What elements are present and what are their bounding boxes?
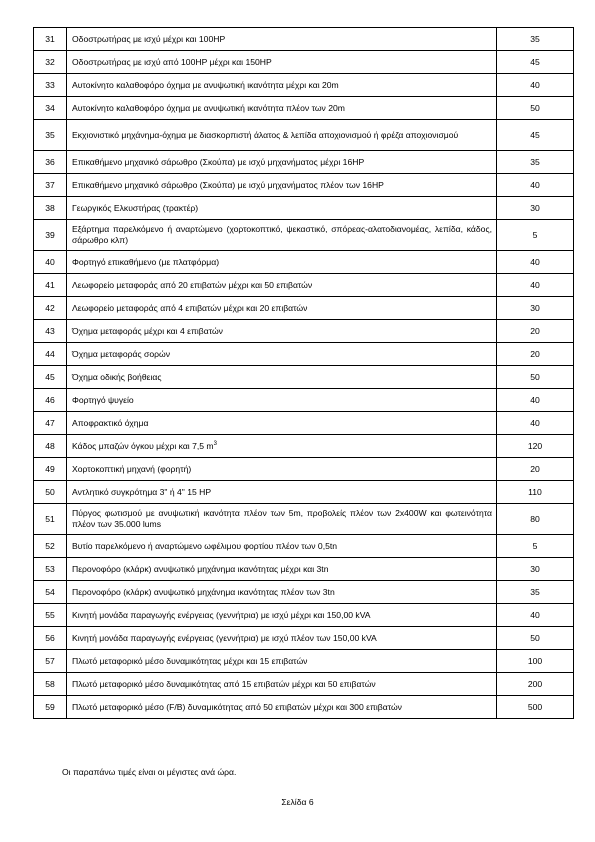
row-description — [67, 435, 497, 458]
row-description-text: Εκχιονιστικό μηχάνημα-όχημα με διασκορπιστή άλατος & λεπίδα αποχιονισμού ή φρέζα αποχιονισμού — [72, 129, 459, 140]
row-number: 48 — [34, 435, 67, 458]
row-description — [67, 504, 497, 535]
row-description — [67, 343, 497, 366]
row-description — [67, 120, 497, 151]
row-value: 40 — [497, 389, 574, 412]
row-value: 45 — [497, 120, 574, 151]
row-description — [67, 197, 497, 220]
row-value: 200 — [497, 673, 574, 696]
table-row — [34, 581, 574, 604]
row-description-text: Κάδος μπαζών όγκου μέχρι και 7,5 m — [72, 440, 214, 451]
row-description-text: Αυτοκίνητο καλαθοφόρο όχημα με ανυψωτική ικανότητα πλέον των 20m — [72, 102, 345, 113]
table-row — [34, 197, 574, 220]
row-number: 35 — [34, 120, 67, 151]
row-description-text: Περονοφόρο (κλάρκ) ανυψωτικό μηχάνημα ικανότητας μέχρι και 3tn — [72, 563, 329, 574]
row-description-text: Πύργος φωτισμού με ανυψωτική ικανότητα πλέον των 5m, προβολείς πλέον των 2x400W και φωτεινότητα πλέον των 35.000 lums — [72, 508, 492, 529]
row-value: 80 — [497, 504, 574, 535]
row-value: 35 — [497, 581, 574, 604]
row-number: 59 — [34, 696, 67, 719]
row-number: 32 — [34, 51, 67, 74]
row-description-text: Κινητή μονάδα παραγωγής ενέργειας (γεννήτρια) με ισχύ μέχρι και 150,00 kVA — [72, 609, 371, 620]
row-description-text: Βυτίο παρελκόμενο ή αναρτώμενο ωφέλιμου φορτίου πλέον των 0,5tn — [72, 540, 338, 551]
row-number: 39 — [34, 220, 67, 251]
row-number: 52 — [34, 535, 67, 558]
row-description-text: Πλωτό μεταφορικό μέσο (F/B) δυναμικότητας από 50 επιβατών μέχρι και 300 επιβατών — [72, 701, 402, 712]
row-description — [67, 558, 497, 581]
row-value: 30 — [497, 558, 574, 581]
table-row — [34, 558, 574, 581]
row-number: 34 — [34, 97, 67, 120]
row-description — [67, 251, 497, 274]
row-number: 45 — [34, 366, 67, 389]
row-value: 40 — [497, 412, 574, 435]
row-number: 41 — [34, 274, 67, 297]
row-description — [67, 320, 497, 343]
row-number: 43 — [34, 320, 67, 343]
row-description — [67, 604, 497, 627]
row-value: 5 — [497, 220, 574, 251]
table-row — [34, 504, 574, 535]
row-number: 42 — [34, 297, 67, 320]
row-value: 40 — [497, 174, 574, 197]
row-description — [67, 389, 497, 412]
table-row — [34, 74, 574, 97]
row-description — [67, 650, 497, 673]
row-description-text: Αυτοκίνητο καλαθοφόρο όχημα με ανυψωτική ικανότητα μέχρι και 20m — [72, 79, 339, 90]
row-number: 40 — [34, 251, 67, 274]
row-description-text: Χορτοκοπτική μηχανή (φορητή) — [72, 463, 192, 474]
row-description — [67, 412, 497, 435]
row-value: 35 — [497, 28, 574, 51]
table-row — [34, 535, 574, 558]
row-value: 50 — [497, 97, 574, 120]
row-description — [67, 28, 497, 51]
row-description — [67, 366, 497, 389]
row-description — [67, 274, 497, 297]
row-description — [67, 220, 497, 251]
row-value: 110 — [497, 481, 574, 504]
row-description — [67, 581, 497, 604]
row-number: 51 — [34, 504, 67, 535]
table-row — [34, 174, 574, 197]
row-description-text: Φορτηγό ψυγείο — [72, 394, 134, 405]
table-row — [34, 389, 574, 412]
row-value: 50 — [497, 627, 574, 650]
table-row — [34, 412, 574, 435]
row-value: 5 — [497, 535, 574, 558]
row-description-text: Όχημα μεταφοράς μέχρι και 4 επιβατών — [72, 325, 223, 336]
row-value: 40 — [497, 74, 574, 97]
table-row — [34, 28, 574, 51]
rates-table-body — [34, 28, 574, 719]
row-description — [67, 535, 497, 558]
row-description-text: Αντλητικό συγκρότημα 3" ή 4" 15 HP — [72, 486, 212, 497]
row-description-text: Όχημα οδικής βοήθειας — [72, 371, 162, 382]
row-description-text: Επικαθήμενο μηχανικό σάρωθρο (Σκούπα) με ισχύ μηχανήματος πλέον των 16HP — [72, 179, 384, 190]
row-number: 44 — [34, 343, 67, 366]
table-row — [34, 650, 574, 673]
row-description — [67, 151, 497, 174]
row-value: 500 — [497, 696, 574, 719]
row-number: 58 — [34, 673, 67, 696]
row-number: 47 — [34, 412, 67, 435]
row-number: 53 — [34, 558, 67, 581]
row-number: 54 — [34, 581, 67, 604]
row-value: 40 — [497, 604, 574, 627]
row-description-text: Κινητή μονάδα παραγωγής ενέργειας (γεννήτρια) με ισχύ πλέον των 150,00 kVA — [72, 632, 377, 643]
row-value: 40 — [497, 251, 574, 274]
table-row — [34, 481, 574, 504]
row-number: 31 — [34, 28, 67, 51]
row-description — [67, 627, 497, 650]
row-description-text: Οδοστρωτήρας με ισχύ μέχρι και 100HP — [72, 33, 226, 44]
row-number: 57 — [34, 650, 67, 673]
table-row — [34, 297, 574, 320]
row-description-text: Πλωτό μεταφορικό μέσο δυναμικότητας από 15 επιβατών μέχρι και 50 επιβατών — [72, 678, 376, 689]
row-value: 100 — [497, 650, 574, 673]
table-row — [34, 627, 574, 650]
row-value: 20 — [497, 320, 574, 343]
row-description-text: Λεωφορείο μεταφοράς από 4 επιβατών μέχρι και 20 επιβατών — [72, 302, 308, 313]
footnote: Οι παραπάνω τιμές είναι οι μέγιστες ανά ώρα. — [62, 767, 237, 777]
table-row — [34, 220, 574, 251]
table-row — [34, 320, 574, 343]
row-number: 33 — [34, 74, 67, 97]
row-value: 35 — [497, 151, 574, 174]
row-value: 30 — [497, 297, 574, 320]
table-row — [34, 120, 574, 151]
row-value: 120 — [497, 435, 574, 458]
table-row — [34, 343, 574, 366]
row-number: 50 — [34, 481, 67, 504]
table-row — [34, 251, 574, 274]
row-description — [67, 51, 497, 74]
row-description-text: Εξάρτημα παρελκόμενο ή αναρτώμενο (χορτοκοπτικό, ψεκαστικό, σπόρεας-αλατοδιανομέας, λεπίδα, κάδος, σάρωθρο κλπ) — [72, 224, 492, 245]
row-description — [67, 696, 497, 719]
row-description-text: Περονοφόρο (κλάρκ) ανυψωτικό μηχάνημα ικανότητας πλέον των 3tn — [72, 586, 335, 597]
row-number: 37 — [34, 174, 67, 197]
table-row — [34, 51, 574, 74]
row-description-superscript: 3 — [213, 440, 217, 447]
row-value: 40 — [497, 274, 574, 297]
row-description — [67, 174, 497, 197]
page-number: Σελίδα 6 — [281, 797, 314, 807]
row-number: 55 — [34, 604, 67, 627]
table-row — [34, 97, 574, 120]
row-value: 20 — [497, 458, 574, 481]
table-row — [34, 696, 574, 719]
row-value: 50 — [497, 366, 574, 389]
row-number: 56 — [34, 627, 67, 650]
row-number: 38 — [34, 197, 67, 220]
row-description-text: Φορτηγό επικαθήμενο (με πλατφόρμα) — [72, 256, 220, 267]
row-number: 46 — [34, 389, 67, 412]
row-description-text: Λεωφορείο μεταφοράς από 20 επιβατών μέχρι και 50 επιβατών — [72, 279, 313, 290]
row-description-text: Οδοστρωτήρας με ισχύ από 100HP μέχρι και 150HP — [72, 56, 272, 67]
row-description-text: Όχημα μεταφοράς σορών — [72, 348, 170, 359]
table-row — [34, 458, 574, 481]
row-description — [67, 74, 497, 97]
table-row — [34, 274, 574, 297]
table-row — [34, 435, 574, 458]
row-description-text: Επικαθήμενο μηχανικό σάρωθρο (Σκούπα) με ισχύ μηχανήματος μέχρι 16HP — [72, 156, 365, 167]
row-description-text: Γεωργικός Ελκυστήρας (τρακτέρ) — [72, 202, 199, 213]
table-row — [34, 366, 574, 389]
row-number: 36 — [34, 151, 67, 174]
row-description — [67, 297, 497, 320]
row-value: 20 — [497, 343, 574, 366]
rates-table — [33, 27, 574, 719]
row-description-text: Αποφρακτικό όχημα — [72, 417, 149, 428]
table-row — [34, 604, 574, 627]
row-value: 30 — [497, 197, 574, 220]
row-description — [67, 481, 497, 504]
row-value: 45 — [497, 51, 574, 74]
table-row — [34, 673, 574, 696]
row-description — [67, 97, 497, 120]
table-row — [34, 151, 574, 174]
row-description — [67, 458, 497, 481]
row-description — [67, 673, 497, 696]
row-description-text: Πλωτό μεταφορικό μέσο δυναμικότητας μέχρι και 15 επιβατών — [72, 655, 308, 666]
row-number: 49 — [34, 458, 67, 481]
